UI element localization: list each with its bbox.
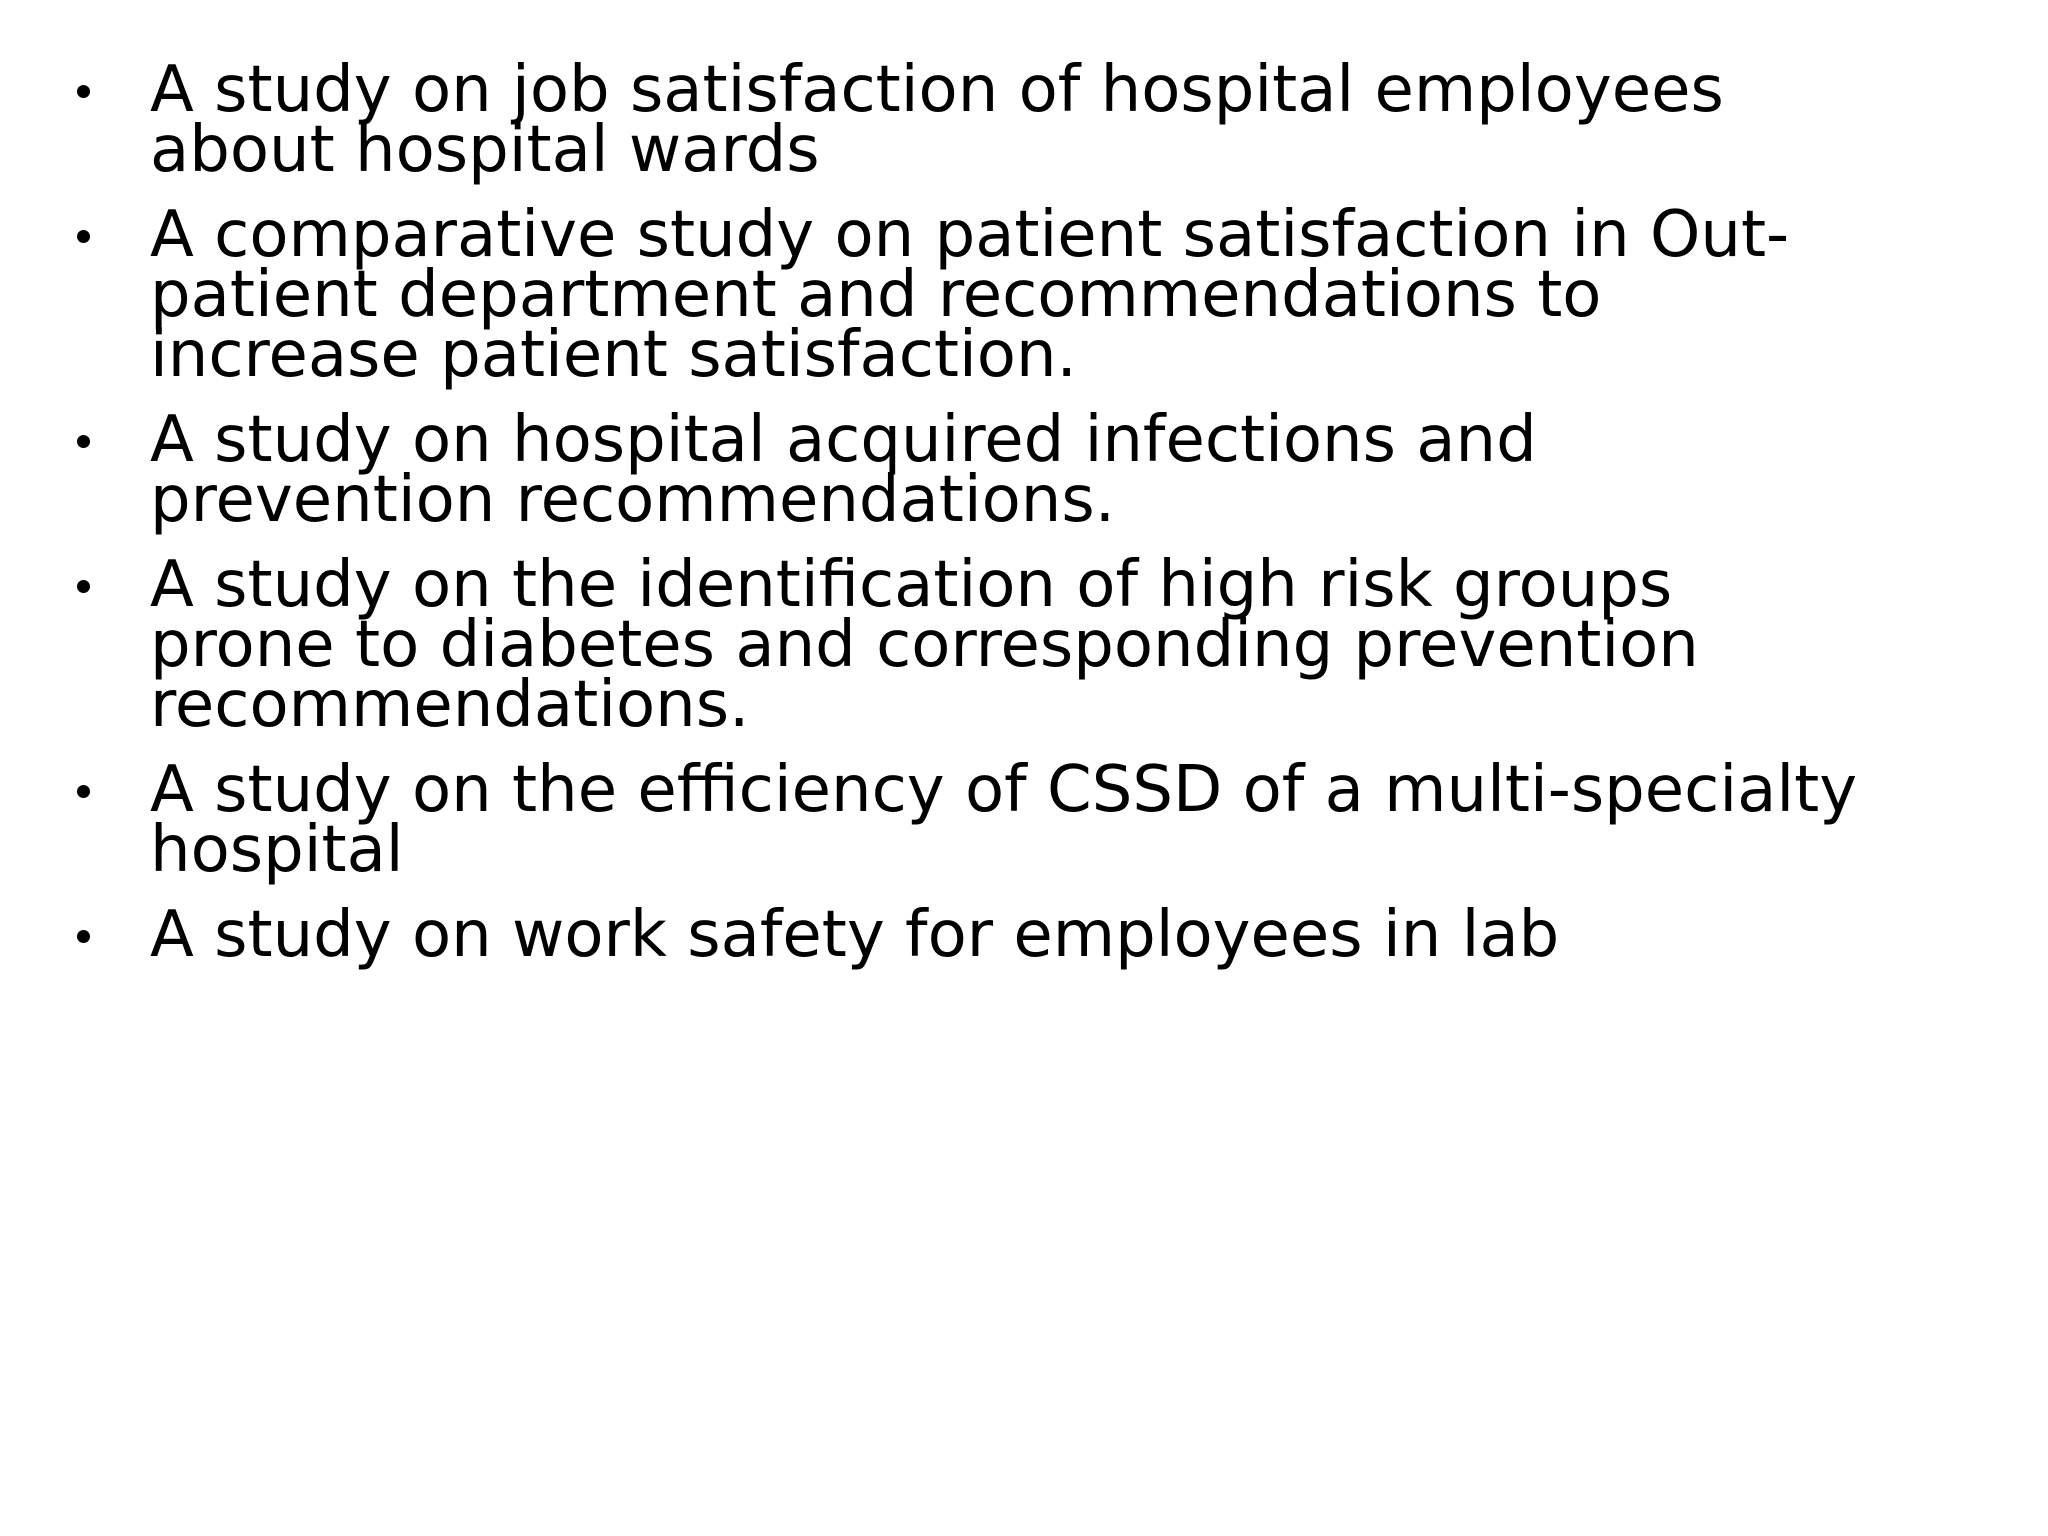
bullet-dot-icon — [77, 230, 90, 243]
bullet-item-lab-safety — [150, 898, 2000, 972]
bullet-text-line: A study on the efficiency of CSSD of a multi-specialty — [150, 753, 1858, 827]
bullet-text-line: prevention recommendations. — [150, 463, 1116, 537]
bullet-text-line: recommendations. — [150, 668, 750, 742]
bullet-dot-icon — [77, 930, 90, 943]
bullet-item-cssd-efficiency — [150, 753, 2000, 887]
bullet-text-line: increase patient satisfaction. — [150, 318, 1077, 392]
bullet-text-line: patient department and recommendations to — [150, 258, 1602, 332]
bullet-text-line: A study on hospital acquired infections and — [150, 403, 1537, 477]
bullet-text-line: A comparative study on patient satisfaction in Out- — [150, 198, 1790, 272]
bullet-item-job-satisfaction — [150, 53, 2000, 187]
bullet-item-hospital-infections — [150, 403, 2000, 537]
bullet-text-line: about hospital wards — [150, 113, 820, 187]
bullet-item-diabetes-risk — [150, 548, 2000, 742]
bullet-text-line: A study on the identification of high risk groups — [150, 548, 1673, 622]
bullet-text-line: A study on job satisfaction of hospital employees — [150, 53, 1724, 127]
bullet-dot-icon — [77, 85, 90, 98]
bullet-list — [150, 53, 2000, 990]
bullet-text-line: A study on work safety for employees in lab — [150, 898, 1560, 972]
bullet-dot-icon — [77, 785, 90, 798]
bullet-dot-icon — [77, 580, 90, 593]
bullet-dot-icon — [77, 435, 90, 448]
bullet-item-patient-satisfaction — [150, 198, 2000, 392]
bullet-text-line: prone to diabetes and corresponding prevention — [150, 608, 1699, 682]
bullet-text-line: hospital — [150, 813, 404, 887]
